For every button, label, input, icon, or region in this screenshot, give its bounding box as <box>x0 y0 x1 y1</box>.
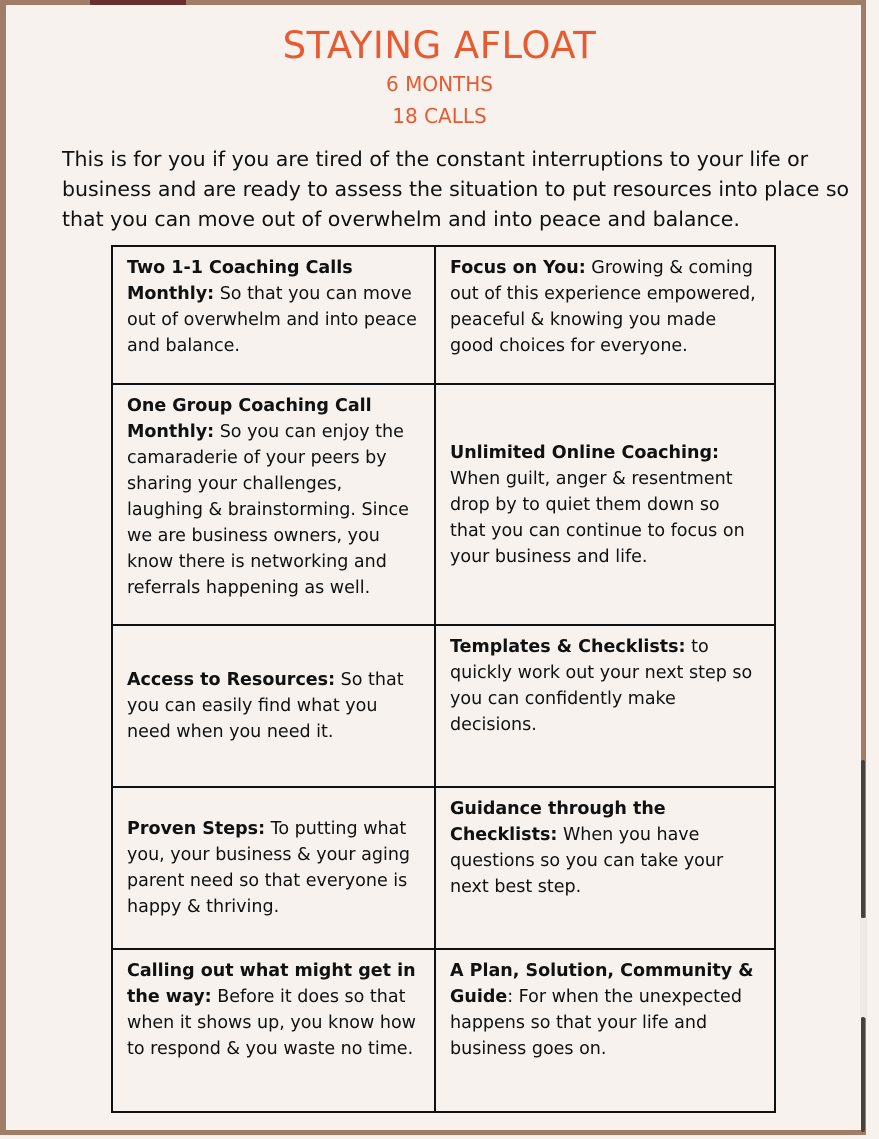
feature-label: Proven Steps: <box>127 819 266 839</box>
page-title: STAYING AFLOAT <box>282 24 597 67</box>
feature-label: Guidance through the Checklists: <box>450 799 666 845</box>
feature-label: Focus on You: <box>450 258 586 278</box>
table-row <box>112 787 775 949</box>
feature-cell-focus-on-you <box>435 246 775 384</box>
feature-cell-proven-steps <box>112 787 435 949</box>
intro-paragraph: This is for you if you are tired of the constant interruptions to your life or business and are ready to assess the situation to put resources into place so that you can move out of overwhelm and into peace and balance. <box>62 147 850 231</box>
feature-text: : For when the unexpected happens so that your life and business goes on. <box>450 987 742 1059</box>
table-row <box>112 625 775 787</box>
feature-cell-templates <box>435 625 775 787</box>
feature-text: When you have questions so you can take your next best step. <box>450 825 724 897</box>
table-row <box>112 246 775 384</box>
feature-label: Unlimited Online Coaching: <box>450 442 719 463</box>
feature-cell-online-coaching <box>435 384 775 625</box>
scrollbar-thumb-lower[interactable] <box>861 1017 865 1132</box>
feature-label: Templates & Checklists: <box>450 637 686 657</box>
feature-cell-plan <box>435 949 775 1112</box>
feature-label: A Plan, Solution, Community & Guide <box>450 961 754 1007</box>
feature-cell-guidance <box>435 787 775 949</box>
scrollbar-track[interactable] <box>860 918 867 1018</box>
feature-text: So that you can easily find what you need when you need it. <box>127 670 404 742</box>
feature-label: One Group Coaching Call Monthly: <box>127 396 372 442</box>
feature-cell-resources <box>112 625 435 787</box>
feature-text: Growing & coming out of this experience empowered, peaceful & knowing you made good choices for everyone. <box>450 258 756 356</box>
feature-label: Two 1-1 Coaching Calls Monthly: <box>127 258 353 304</box>
feature-text: to quickly work out your next step so you can confidently make decisions. <box>450 637 753 735</box>
feature-cell-group-coaching <box>112 384 435 625</box>
feature-label: Access to Resources: <box>127 670 336 690</box>
frame-accent-bar <box>90 0 186 5</box>
scrollbar-thumb-upper[interactable] <box>861 760 865 918</box>
feature-text: To putting what you, your business & your aging parent need so that everyone is happy & thriving. <box>127 819 411 917</box>
feature-label: Calling out what might get in the way: <box>127 961 416 1007</box>
feature-text: Before it does so that when it shows up, you know how to respond & you waste no time. <box>127 987 416 1059</box>
feature-text: So you can enjoy the camaraderie of your peers by sharing your challenges, laughing & brainstorming. Since we are business owners, you know there is networking and referrals happening as well. <box>127 422 409 598</box>
program-duration: 6 MONTHS <box>386 72 493 96</box>
feature-cell-coaching-calls <box>112 246 435 384</box>
feature-cell-calling-out <box>112 949 435 1112</box>
table-row <box>112 949 775 1112</box>
feature-text: When guilt, anger & resentment drop by to quiet them down so that you can continue to focus on your business and life. <box>450 468 745 567</box>
feature-text: So that you can move out of overwhelm and into peace and balance. <box>127 284 417 356</box>
features-table <box>111 245 776 1113</box>
table-row <box>112 384 775 625</box>
program-calls: 18 CALLS <box>392 104 487 128</box>
